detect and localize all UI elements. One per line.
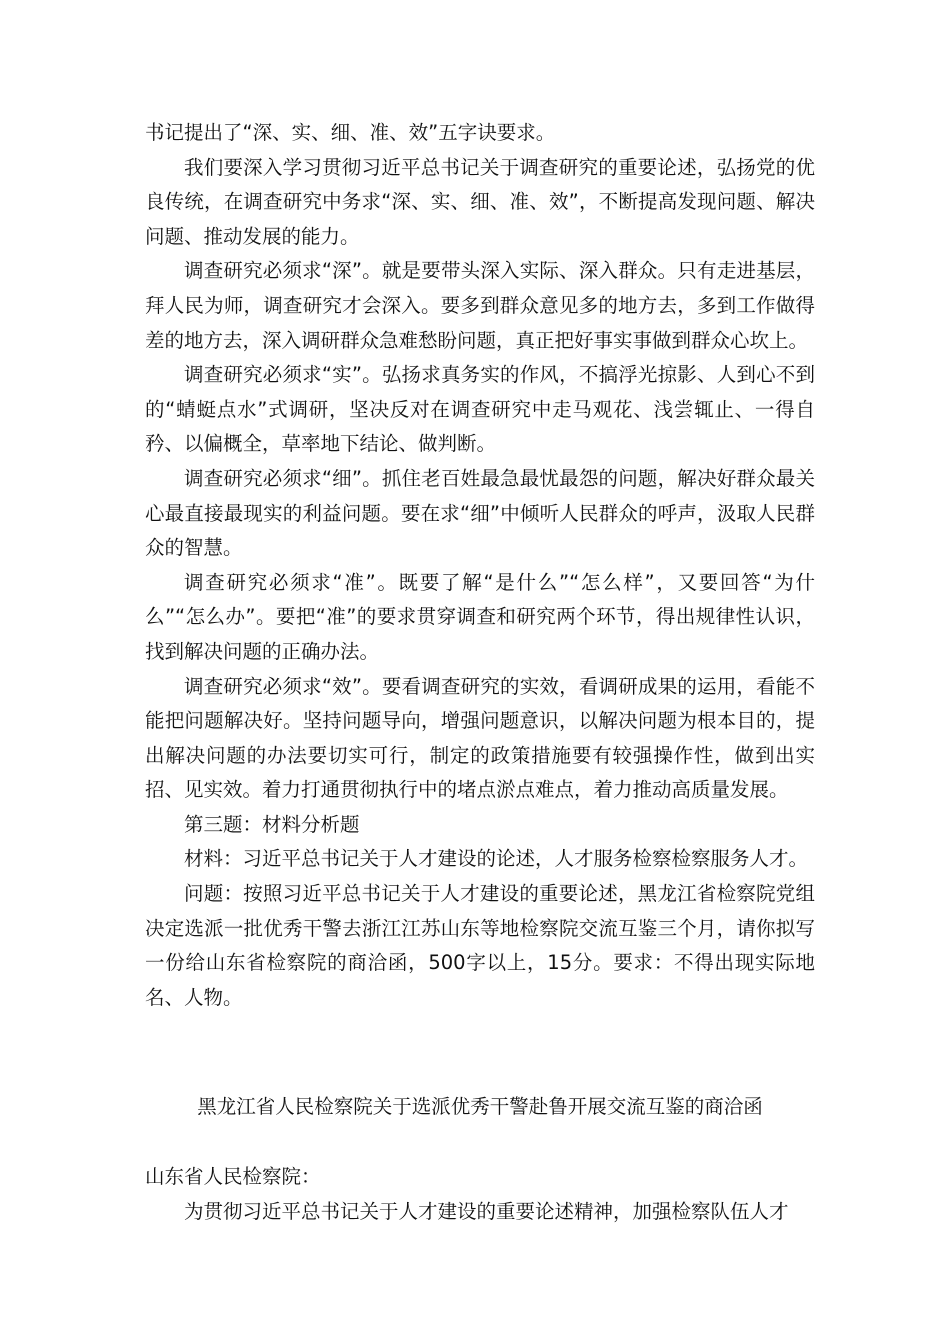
paragraph-xiao: 调查研究必须求“效”。要看调查研究的实效，看调研成果的运用，看能不能把问题解决好。坚持问题导向，增强问题意识，以解决问题为根本目的，提出解决问题的办法要切实可行，制定的政策措施要有较强操作性，做到出实招、见实效。着力打通贯彻执行中的堵点淤点难点，着力推动高质量发展。 [145, 674, 815, 802]
letter-title: 黑龙江省人民检察院关于选派优秀干警赴鲁开展交流互鉴的商洽函 [197, 1095, 763, 1118]
paragraph-shen: 调查研究必须求“深”。就是要带头深入实际、深入群众。只有走进基层，拜人民为师，调查研究才会深入。要多到群众意见多的地方去，多到工作做得差的地方去，深入调研群众急难愁盼问题，真正把好事实事做到群众心坎上。 [145, 259, 815, 352]
letter-first-line: 为贯彻习近平总书记关于人才建设的重要论述精神，加强检察队伍人才 [184, 1199, 789, 1223]
question-paragraph: 问题：按照习近平总书记关于人才建设的重要论述，黑龙江省检察院党组决定选派一批优秀干警去浙江江苏山东等地检察院交流互鉴三个月，请你拟写一份给山东省检察院的商洽函，500字以上，15分。要求：不得出现实际地名、人物。 [145, 882, 815, 1009]
paragraph-intro: 我们要深入学习贯彻习近平总书记关于调查研究的重要论述，弘扬党的优良传统，在调查研究中务求“深、实、细、准、效”，不断提高发现问题、解决问题、推动发展的能力。 [145, 155, 815, 248]
letter-salutation: 山东省人民检察院： [145, 1165, 321, 1188]
question-heading: 第三题：材料分析题 [184, 812, 360, 836]
material-paragraph: 材料：习近平总书记关于人才建设的论述，人才服务检察检察服务人才。 [184, 847, 809, 871]
paragraph-continuation: 书记提出了“深、实、细、准、效”五字诀要求。 [145, 121, 556, 144]
body-text [145, 116, 815, 1015]
paragraph-shi: 调查研究必须求“实”。弘扬求真务实的作风，不搞浮光掠影、人到心不到的“蜻蜓点水”式调研，坚决反对在调查研究中走马观花、浅尝辄止、一得自矜、以偏概全，草率地下结论、做判断。 [145, 363, 815, 456]
letter-title-block [145, 1090, 815, 1125]
paragraph-zhun: 调查研究必须求“准”。既要了解“是什么”“怎么样”，又要回答“为什么”“怎么办”。要把“准”的要求贯穿调查和研究两个环节，得出规律性认识，找到解决问题的正确办法。 [145, 570, 815, 663]
paragraph-xi: 调查研究必须求“细”。抓住老百姓最急最忧最怨的问题，解决好群众最关心最直接最现实的利益问题。要在求“细”中倾听人民群众的呼声，汲取人民群众的智慧。 [145, 466, 815, 560]
letter-body [145, 1160, 815, 1229]
